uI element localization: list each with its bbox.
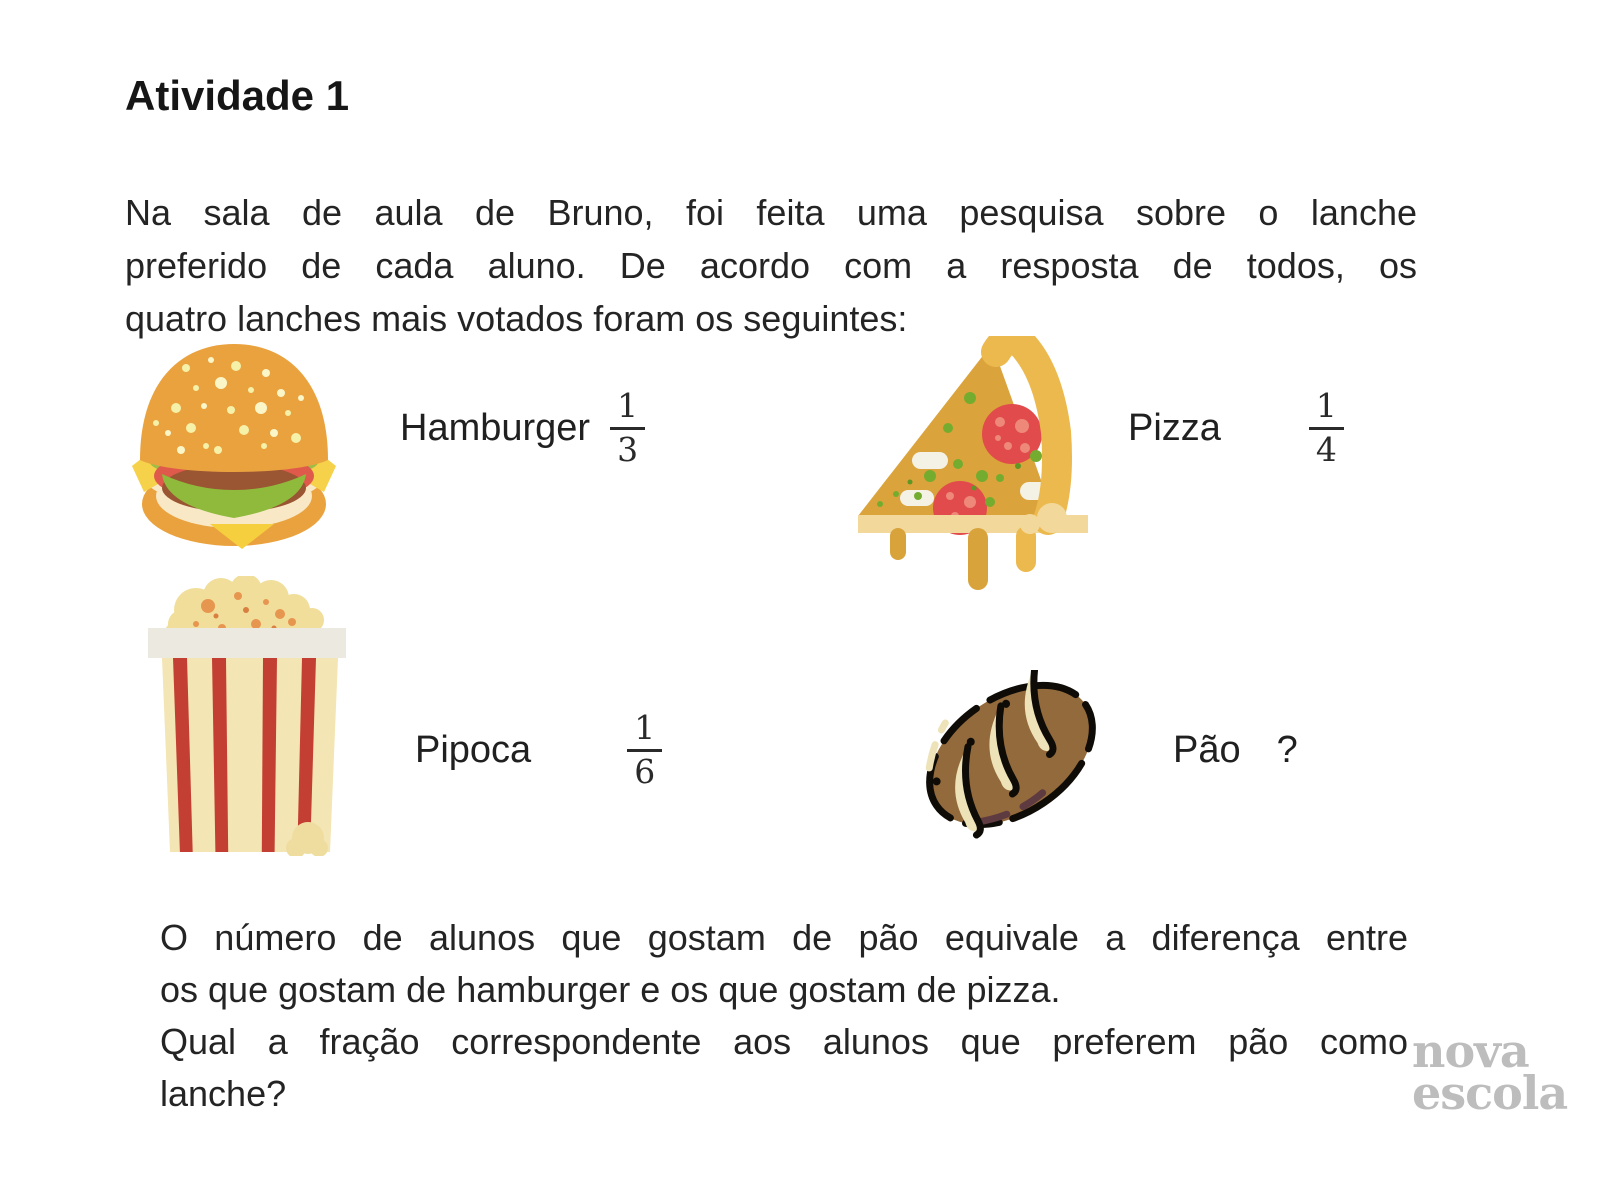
bread-icon xyxy=(916,670,1106,840)
intro-line: Na sala de aula de Bruno, foi feita uma pesquisa sobre o lanche xyxy=(125,192,1417,233)
fraction-denominator: 6 xyxy=(634,751,656,791)
fraction-denominator: 3 xyxy=(617,429,639,469)
pizza-icon xyxy=(850,336,1102,598)
item-label-pao: Pão xyxy=(1173,728,1241,771)
logo-line-escola: escola xyxy=(1412,1066,1568,1121)
item-label-pizza: Pizza xyxy=(1128,406,1221,449)
fraction-numerator: 1 xyxy=(627,711,662,752)
question-paragraph xyxy=(160,912,1408,1120)
question-line: Qual a fração correspondente aos alunos que preferem pão como xyxy=(160,1021,1408,1062)
logo-line-nova: nova xyxy=(1412,1024,1529,1078)
nova-escola-logo xyxy=(1412,1024,1568,1121)
fraction-hamburger xyxy=(610,385,645,469)
pao-row xyxy=(1173,704,1298,796)
fraction-pipoca xyxy=(627,707,662,791)
fraction-numerator: 1 xyxy=(1309,389,1344,430)
pipoca-row xyxy=(415,704,662,796)
intro-line: quatro lanches mais votados foram os seguintes: xyxy=(125,298,908,339)
pao-question-mark: ? xyxy=(1276,728,1298,771)
item-label-pipoca: Pipoca xyxy=(415,728,532,771)
pizza-row xyxy=(1128,382,1344,474)
intro-paragraph xyxy=(125,186,1417,345)
hamburger-icon xyxy=(126,338,342,550)
question-line: O número de alunos que gostam de pão equivale a diferença entre xyxy=(160,917,1408,958)
question-line: lanche? xyxy=(160,1073,287,1114)
intro-line: preferido de cada aluno. De acordo com a resposta de todos, os xyxy=(125,245,1417,286)
page-title: Atividade 1 xyxy=(125,72,350,119)
hamburger-row xyxy=(400,382,645,474)
popcorn-icon xyxy=(146,576,348,856)
item-label-hamburger: Hamburger xyxy=(400,406,591,449)
fraction-numerator: 1 xyxy=(610,389,645,430)
fraction-pizza xyxy=(1309,385,1344,469)
question-line: os que gostam de hamburger e os que gostam de pizza. xyxy=(160,969,1061,1010)
fraction-denominator: 4 xyxy=(1315,429,1337,469)
